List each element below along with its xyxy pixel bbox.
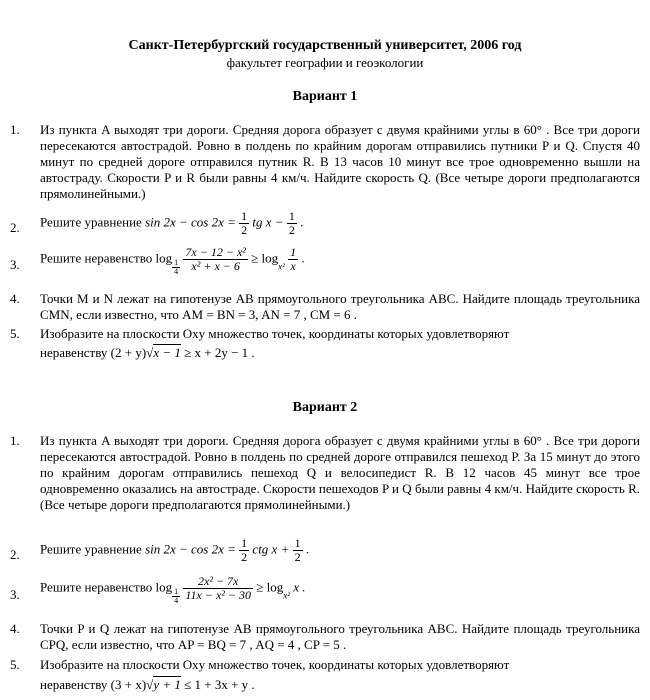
v2-p5-radicand: y + 1 xyxy=(153,677,181,692)
v2-problem-4-text: Точки P и Q лежат на гипотенузе AB прямоугольного треугольника ABC. Найдите площадь треугольника CPQ, если известно, что AP = BQ = 7 , AQ = 4 , CP = 5 . xyxy=(40,621,640,652)
v1-problem-3-line xyxy=(40,246,305,276)
v1-problem-4-text: Точки M и N лежат на гипотенузе AB прямоугольного треугольника ABC. Найдите площадь треугольника CMN, если известно, что AM = BN = 3, AN = 7 , CM = 6 . xyxy=(40,291,640,322)
v1-p2-left: sin 2x − cos 2x = xyxy=(145,214,236,230)
v1-p3-frac: $\frac{\text{7x − 12 − x²}}{\text{x² + x − 6}}$ xyxy=(185,245,246,273)
document-subtitle: факультет географии и геоэкологии xyxy=(226,55,424,70)
v1-p3-base: $\frac{1}{4}$ xyxy=(174,258,179,277)
v2-p3-base: $\frac{1}{4}$ xyxy=(174,587,179,606)
v2-problem-2-line: Решите уравнение sin 2x − cos 2x = $\frac{1}{2}$ ctg x + $\frac{1}{2}$ . xyxy=(40,536,310,564)
v1-problem-5-text: Изобразите на плоскости Oxy множество точек, координаты которых удовлетворяют xyxy=(40,326,510,341)
v2-problem-1-text: Из пункта A выходят три дороги. Средняя дорога образует с двумя крайними углы в 60° . Все три дороги пересекаются автострадой. Ровно в полдень по средней дороге отправился пешеход P. За 15 минут до этого по крайним дорогам отправились пешеход Q и велосипедист R. В 12 часов 45 минут все трое одновременно оказались на автостраде. Скорости пешеходов P и Q были равны 4 км/ч. Найдите скорость R. (Все четыре дороги предполагаются прямолинейными.) xyxy=(40,433,640,512)
v1-p3-label: Решите неравенство xyxy=(40,250,153,266)
v2-problem-5-text: Изобразите на плоскости Oxy множество точек, координаты которых удовлетворяют xyxy=(40,657,510,672)
v1-p3-base2: x² xyxy=(278,261,285,272)
v1-problem-2-number: 2. xyxy=(10,220,20,235)
v1-problem-3-number: 3. xyxy=(10,257,20,272)
v1-problem-1-text: Из пункта A выходят три дороги. Средняя дорога образует с двумя крайними углы в 60° . Все три дороги пересекаются автострадой. Ровно в полдень по крайним дорогам отправились путники P и Q. Спустя 40 минут по средней дороге отправился путник R. В 13 часов 10 минут все трое одновременно вышли на автостраду. Скорости P и R были равны 4 км/ч. Найдите скорость Q. (Все четыре дороги предполагаются прямолинейными.) xyxy=(40,122,640,201)
v2-problem-4-number: 4. xyxy=(10,621,20,636)
v1-p2-frac2: $\frac{1}{2}$ xyxy=(288,209,295,237)
v2-p2-frac2: $\frac{1}{2}$ xyxy=(294,536,301,564)
v2-p3-frac: $\frac{\text{2x² − 7x}}{\text{11x − x² − 30}}$ xyxy=(185,574,251,602)
v1-p2-frac1: $\frac{1}{2}$ xyxy=(241,209,248,237)
v2-problem-3-line: Решите неравенство log $\frac{1}{4}$ $\frac{\text{2x² − 7x}}{\text{11x − x² − 30}}$ ≥ $\log_{x^2} x$ . xyxy=(40,574,306,606)
document-title: Санкт-Петербургский государственный университет, 2006 год xyxy=(128,38,522,53)
variant-2-heading: Вариант 2 xyxy=(292,400,358,415)
v1-problem-5-number: 5. xyxy=(10,326,20,341)
v1-p2-end: . xyxy=(300,214,304,230)
variant-1-heading: Вариант 1 xyxy=(292,89,358,104)
v2-problem-5-inequality: неравенству (3 + x)√y + 1 ≤ 1 + 3x + y . xyxy=(40,677,255,692)
v2-problem-5-number: 5. xyxy=(10,657,20,672)
v2-problem-1-number: 1. xyxy=(10,433,20,448)
v1-p3-rel: ≥ log xyxy=(251,250,279,266)
v1-p2-label: Решите уравнение xyxy=(40,214,142,230)
v1-p3-frac2: $\frac{1}{x}$ xyxy=(290,245,297,273)
v1-p5-radicand: x − 1 xyxy=(153,345,181,360)
v2-p2-frac1: $\frac{1}{2}$ xyxy=(241,536,248,564)
v1-p2-mid: tg x − xyxy=(252,214,284,230)
v1-p3-log: log xyxy=(155,250,173,266)
v1-p3-end: . xyxy=(301,250,305,266)
v1-problem-2-line xyxy=(40,210,303,237)
v1-problem-1-number: 1. xyxy=(10,122,20,137)
v1-problem-4-number: 4. xyxy=(10,291,20,306)
v1-problem-5-inequality: неравенству (2 + y)√x − 1 ≥ x + 2y − 1 . xyxy=(40,345,255,360)
v2-problem-3-number: 3. xyxy=(10,587,20,602)
v2-problem-2-number: 2. xyxy=(10,547,20,562)
